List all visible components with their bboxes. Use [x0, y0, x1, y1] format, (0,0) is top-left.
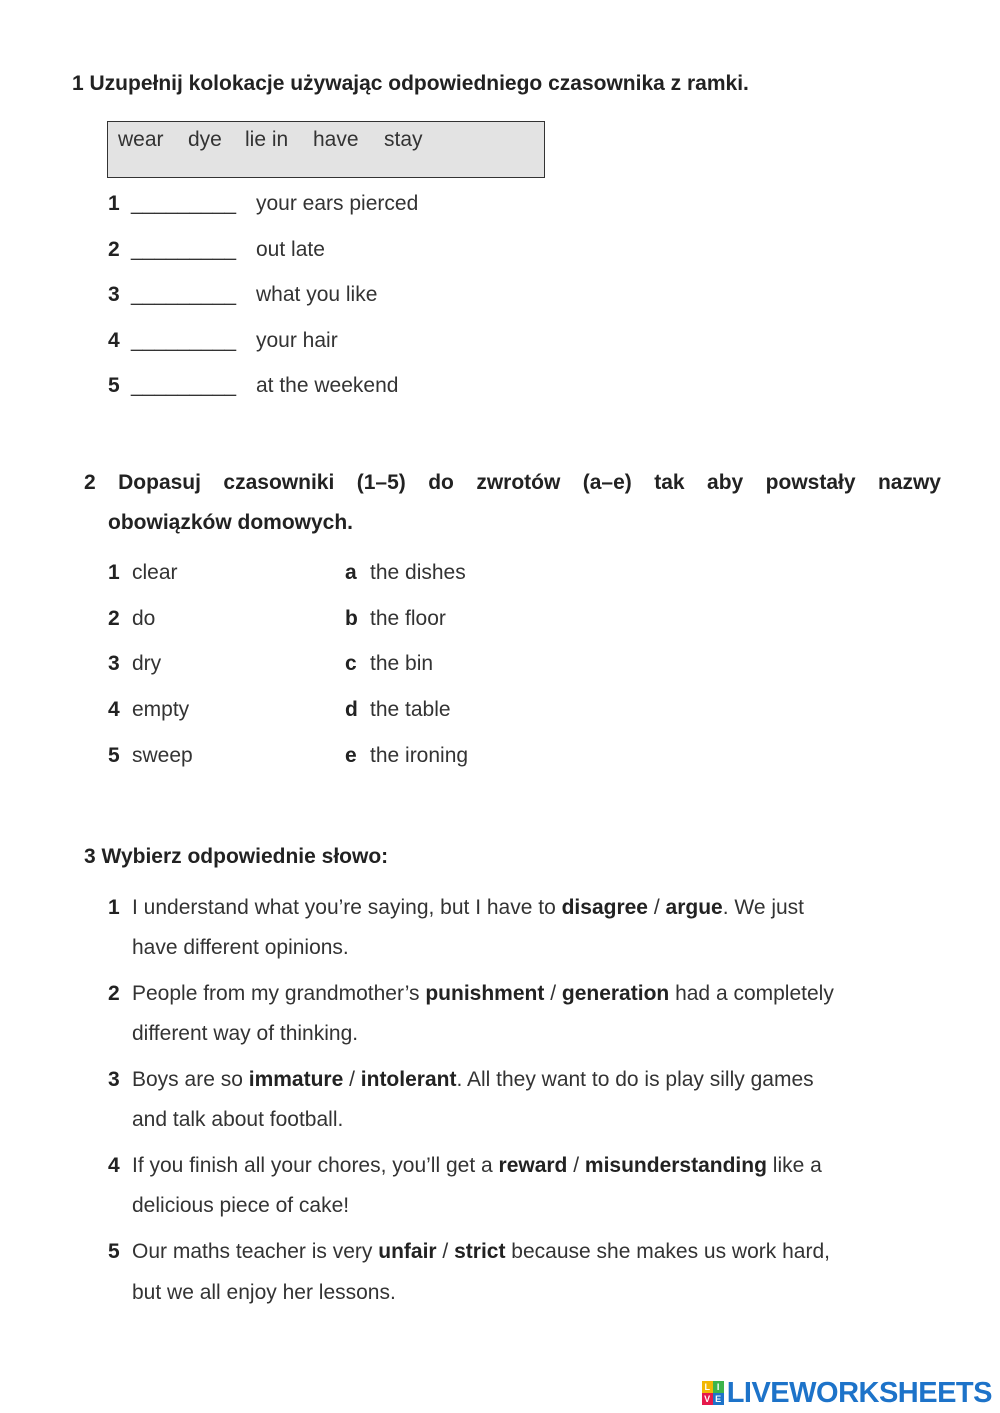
option-word[interactable]: intolerant: [360, 1068, 457, 1091]
option-separator: /: [343, 1068, 361, 1091]
option-word[interactable]: strict: [454, 1240, 506, 1263]
answer-blank[interactable]: _________: [131, 192, 237, 215]
logo-icon-letter: I: [713, 1381, 724, 1393]
sentence-text: If you finish all your chores, you’ll get a: [132, 1154, 499, 1177]
option-word[interactable]: unfair: [378, 1240, 437, 1263]
phrase-text[interactable]: the floor: [370, 607, 446, 630]
item-number: 1: [108, 192, 120, 215]
sentence-text: . All they want to do is play silly games: [456, 1068, 814, 1091]
sentence-line2: different way of thinking.: [132, 1022, 359, 1045]
liveworksheets-logo: [702, 1377, 992, 1409]
phrase-letter: c: [345, 652, 357, 675]
verb-number: 3: [108, 652, 120, 675]
option-separator: /: [436, 1240, 455, 1263]
item-number: 3: [108, 1068, 120, 1091]
word-box-item: wear: [118, 128, 164, 151]
verb-text[interactable]: empty: [132, 698, 190, 721]
sentence-text: Our maths teacher is very: [132, 1240, 379, 1263]
item-number: 5: [108, 374, 120, 397]
section3-title: 3 Wybierz odpowiednie słowo:: [84, 845, 389, 868]
list-item: [108, 329, 120, 353]
item-text: out late: [256, 238, 325, 261]
sentence-text: People from my grandmother’s: [132, 982, 426, 1005]
answer-blank[interactable]: _________: [131, 283, 237, 306]
sentence-line: [132, 1068, 814, 1092]
sentence-line: [132, 896, 804, 920]
list-item: [108, 192, 120, 216]
word-box-item: dye: [188, 128, 222, 151]
option-word[interactable]: immature: [248, 1068, 344, 1091]
verb-number: 4: [108, 698, 120, 721]
item-number: 5: [108, 1240, 120, 1263]
sentence-line2: delicious piece of cake!: [132, 1194, 350, 1217]
option-separator: /: [544, 982, 562, 1005]
sentence-line2: have different opinions.: [132, 936, 349, 959]
verb-number: 1: [108, 561, 120, 584]
phrase-text[interactable]: the dishes: [370, 561, 466, 584]
section1-title: 1 Uzupełnij kolokacje używając odpowiedniego czasownika z ramki.: [72, 72, 749, 95]
item-number: 3: [108, 283, 120, 306]
sentence-line: [132, 982, 834, 1006]
phrase-letter: a: [345, 561, 357, 584]
answer-blank[interactable]: _________: [131, 374, 237, 397]
section2-title-line2: obowiązków domowych.: [108, 511, 354, 534]
option-word[interactable]: reward: [498, 1154, 568, 1177]
phrase-letter: b: [345, 607, 358, 630]
section2-title-line1: 2 Dopasuj czasowniki (1–5) do zwrotów (a–e) tak aby powstały nazwy: [84, 471, 941, 494]
sentence-line: [132, 1154, 822, 1178]
item-text: your ears pierced: [256, 192, 419, 215]
sentence-text: . We just: [722, 896, 805, 919]
answer-blank[interactable]: _________: [131, 329, 237, 352]
word-box-item: have: [313, 128, 359, 151]
verb-text[interactable]: clear: [132, 561, 178, 584]
option-word[interactable]: disagree: [561, 896, 648, 919]
phrase-text[interactable]: the ironing: [370, 744, 469, 767]
item-number: 1: [108, 896, 120, 919]
verb-text[interactable]: dry: [132, 652, 162, 675]
list-item: [108, 374, 120, 398]
sentence-text: because she makes us work hard,: [505, 1240, 830, 1263]
logo-icon-letter: E: [713, 1393, 724, 1405]
liveworksheets-logo-icon: [702, 1381, 724, 1405]
logo-icon-letter: L: [702, 1381, 713, 1393]
phrase-letter: e: [345, 744, 357, 767]
verb-text[interactable]: do: [132, 607, 156, 630]
phrase-text[interactable]: the bin: [370, 652, 434, 675]
phrase-text[interactable]: the table: [370, 698, 451, 721]
option-word[interactable]: generation: [561, 982, 670, 1005]
sentence-line2: but we all enjoy her lessons.: [132, 1281, 396, 1304]
list-item: [108, 238, 120, 262]
item-text: what you like: [256, 283, 378, 306]
word-box-item: lie in: [245, 128, 289, 151]
sentence-text: I understand what you’re saying, but I have to: [132, 896, 562, 919]
option-word[interactable]: misunderstanding: [584, 1154, 767, 1177]
item-number: 4: [108, 329, 120, 352]
verb-number: 5: [108, 744, 120, 767]
sentence-text: Boys are so: [132, 1068, 249, 1091]
sentence-line: [132, 1240, 830, 1264]
answer-blank[interactable]: _________: [131, 238, 237, 261]
verb-text[interactable]: sweep: [132, 744, 193, 767]
item-number: 2: [108, 238, 120, 261]
phrase-letter: d: [345, 698, 358, 721]
item-number: 2: [108, 982, 120, 1005]
item-text: at the weekend: [256, 374, 399, 397]
option-word[interactable]: argue: [665, 896, 723, 919]
option-separator: /: [567, 1154, 585, 1177]
sentence-text: had a completely: [669, 982, 834, 1005]
logo-text: LIVEWORKSHEETS: [726, 1376, 992, 1409]
verb-number: 2: [108, 607, 120, 630]
sentence-line2: and talk about football.: [132, 1108, 344, 1131]
item-text: your hair: [256, 329, 338, 352]
option-separator: /: [648, 896, 666, 919]
item-number: 4: [108, 1154, 120, 1177]
sentence-text: like a: [766, 1154, 822, 1177]
word-box-item: stay: [384, 128, 423, 151]
word-box: [107, 121, 545, 178]
option-word[interactable]: punishment: [425, 982, 545, 1005]
list-item: [108, 283, 120, 307]
logo-icon-letter: V: [702, 1393, 713, 1405]
